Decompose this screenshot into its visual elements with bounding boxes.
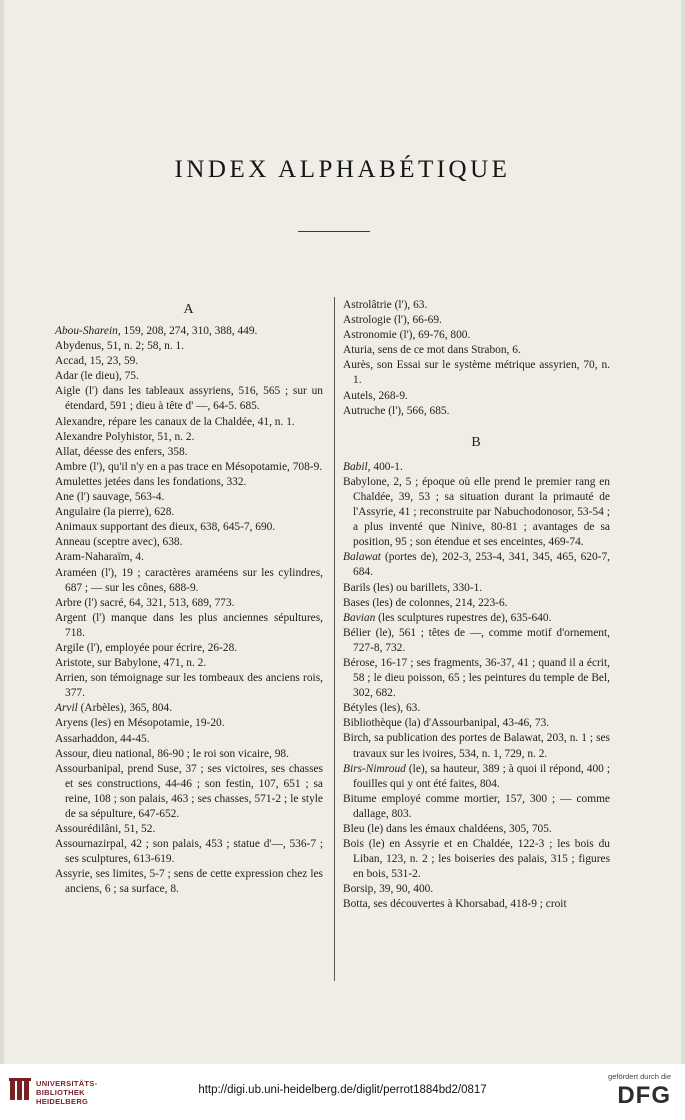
entry-references: (sceptre avec), 638.: [90, 536, 183, 549]
entry-references: supportant des dieux, 638, 645-7, 690.: [97, 521, 276, 534]
index-entry: [55, 460, 323, 475]
entry-headword: Bleu: [343, 823, 365, 835]
entry-headword: Ambre: [55, 460, 87, 473]
entry-references: (les) en Mésopotamie, 19-20.: [87, 717, 225, 730]
entry-headword: Astrologie: [343, 314, 392, 327]
digitization-footer: [0, 1064, 685, 1120]
index-entry: [55, 535, 323, 550]
entry-references: (l'), 69-76, 800.: [396, 329, 471, 342]
entry-headword: Aryens: [55, 717, 88, 730]
entry-references: prend Suse, 37 ; ses victoires, ses chasses et ses constructions, 44-46 ; son festin, 107, 651 ; sa reine, 108 ; son palais, 463 ; ses chasses, 571-2 ; le style de sa sépulture, 647-652.: [65, 762, 323, 820]
index-entry: [343, 762, 610, 792]
index-entry: [55, 445, 323, 460]
index-entry: [343, 731, 610, 761]
entry-references: (le) dans les émaux chaldéens, 305, 705.: [364, 823, 552, 835]
entry-references: (le dieu), 75.: [77, 370, 139, 383]
entry-references: (l'), 63.: [391, 299, 428, 311]
index-entry: [55, 324, 323, 339]
entry-references: (l') sauvage, 563-4.: [73, 491, 165, 504]
library-name: UNIVERSITÄTS- BIBLIOTHEK HEIDELBERG: [36, 1079, 98, 1106]
index-entry: [55, 369, 323, 384]
permalink-url[interactable]: http://digi.ub.uni-heidelberg.de/diglit/perrot1884bd2/0817: [198, 1084, 487, 1096]
entry-references: (la) d'Assourbanipal, 43-46, 73.: [401, 717, 550, 730]
index-entry: [55, 747, 323, 762]
entry-headword: Botta,: [343, 898, 371, 911]
entry-references: son témoignage sur les tombeaux des anciens rois, 377.: [65, 672, 323, 700]
entry-headword: Assourbanipal,: [55, 762, 124, 775]
index-entry: [55, 520, 323, 535]
entry-headword: Birch,: [343, 732, 372, 745]
entry-references: 4.: [132, 551, 144, 564]
entry-headword: Alexandre Polyhistor,: [55, 430, 155, 443]
right-column: [343, 298, 610, 913]
entry-headword: Animaux: [55, 521, 98, 534]
entry-references: dieu national, 86-90 ; le roi son vicaire, 98.: [89, 747, 289, 760]
entry-headword: Alexandre,: [55, 415, 106, 428]
entry-headword: Bases: [343, 596, 370, 609]
entry-headword: Astrolâtrie: [343, 299, 392, 311]
entry-headword: Barils: [343, 581, 371, 594]
entry-headword: Assyrie,: [55, 868, 93, 881]
entry-references: (l'), 566, 685.: [385, 404, 450, 417]
entry-references: (les) de colonnes, 214, 223-6.: [369, 596, 508, 609]
index-entry: [55, 611, 323, 641]
index-entry: [343, 460, 610, 475]
left-column: [55, 298, 323, 898]
index-entry: [343, 822, 610, 837]
index-entry: [343, 328, 610, 343]
entry-headword: Bavian: [343, 611, 376, 624]
entry-references: (l') sacré, 64, 321, 513, 689, 773.: [81, 596, 235, 609]
index-entry: [55, 566, 323, 596]
index-entry: [343, 656, 610, 701]
entry-headword: Borsip,: [343, 883, 377, 896]
entry-references: jetées dans les fondations, 332.: [101, 475, 247, 488]
index-entry: [55, 354, 323, 369]
entry-references: déesse des enfers, 358.: [80, 445, 188, 458]
entry-headword: Autels,: [343, 389, 376, 402]
entry-references: (le), 561 ; têtes de —, comme motif d'ornement, 727-8, 732.: [353, 626, 610, 654]
entry-headword: Bélier: [343, 626, 371, 639]
entry-references: 2, 5 ; époque où elle prend le premier rang en Chaldée, 39, 53 ; sa situation durant la primauté de l'Assyrie, 41 ; reconstruite par Nabuchodonosor, 53-54 ; a plus inventé que Ninive, 80-81 ; avantages de sa position, 95 ; son étendue et ses enceintes, 469-74.: [353, 475, 610, 549]
index-entry: [343, 897, 610, 912]
entry-headword: Bois: [343, 838, 364, 851]
page-title: INDEX ALPHABÉTIQUE: [174, 156, 511, 183]
section-letter-b: B: [471, 434, 482, 450]
index-entry: [55, 505, 323, 520]
entry-references: (l'), employée pour écrire, 26-28.: [83, 641, 238, 654]
entry-headword: Abou-Sharein,: [55, 325, 121, 337]
entry-references: répare les canaux de la Chaldée, 41, n. 1.: [105, 415, 295, 428]
entry-references: sur Babylone, 471, n. 2.: [94, 657, 207, 670]
entry-headword: Amulettes: [55, 475, 102, 488]
index-entry: [343, 313, 610, 328]
index-entry: [343, 701, 610, 716]
entry-headword: Aristote,: [55, 657, 95, 670]
entry-references: (l'), 66-69.: [391, 314, 442, 327]
entry-headword: Balawat: [343, 551, 381, 564]
entry-headword: Angulaire: [55, 506, 101, 519]
index-entry: [55, 701, 323, 716]
entry-references: (les), 63.: [377, 702, 421, 715]
entry-headword: Bérose,: [343, 656, 378, 669]
entry-headword: Aturia,: [343, 344, 375, 357]
entry-headword: Babylone,: [343, 475, 390, 488]
funded-by-label: gefördert durch die: [608, 1072, 671, 1081]
index-entry: [343, 550, 610, 580]
index-entry: [55, 656, 323, 671]
entry-references: 39, 90, 400.: [376, 883, 434, 896]
entry-references: (la pierre), 628.: [100, 506, 175, 519]
entry-headword: Adar: [55, 370, 78, 383]
entry-headword: Arrien,: [55, 672, 88, 685]
entry-headword: Assournazirpal,: [55, 838, 127, 851]
entry-headword: Arvil: [55, 702, 78, 715]
index-entry: [343, 596, 610, 611]
entry-references: 42 ; son palais, 453 ; statue d'—, 536-7 ; ses sculptures, 613-619.: [65, 838, 323, 866]
index-entry: [343, 882, 610, 897]
entry-headword: Bitume: [343, 792, 377, 805]
title-rule: [298, 231, 370, 232]
entry-references: sa publication des portes de Balawat, 203, n. 1 ; ses travaux sur les ivoires, 534, n. 1, 729, n. 2.: [353, 732, 610, 760]
index-entry: [343, 581, 610, 596]
entry-headword: Anneau: [55, 536, 91, 549]
entry-references: (Arbèles), 365, 804.: [77, 702, 173, 715]
entry-headword: Assourédilâni,: [55, 823, 122, 836]
entry-references: (l'), qu'il n'y en a pas trace en Mésopotamie, 708-9.: [86, 460, 323, 473]
entry-headword: Aurès,: [343, 359, 374, 372]
entry-headword: Astronomie: [343, 329, 397, 342]
entry-references: (portes de), 202-3, 253-4, 341, 345, 465, 620-7, 684.: [353, 551, 610, 579]
index-entry: [55, 867, 323, 897]
index-entry: [55, 716, 323, 731]
section-letter-a: A: [183, 302, 195, 317]
entry-headword: Birs-Nimroud: [343, 762, 406, 775]
entry-references: son Essai sur le système métrique assyrien, 70, n. 1.: [353, 359, 610, 387]
entry-references: (les sculptures rupestres de), 635-640.: [375, 611, 552, 624]
entry-references: sens de ce mot dans Strabon, 6.: [374, 344, 521, 357]
index-entry: [55, 822, 323, 837]
entry-headword: Araméen: [55, 566, 97, 579]
index-entry: [343, 343, 610, 358]
entry-references: (l') dans les tableaux assyriens, 516, 565 ; sur un étendard, 591 ; dieu à tête d' —, 64-5. 685.: [65, 385, 323, 413]
entry-headword: Ane: [55, 491, 74, 504]
column-divider: [334, 297, 335, 981]
entry-headword: Assour,: [55, 747, 90, 760]
entry-headword: Autruche: [343, 404, 386, 417]
index-entry: [343, 837, 610, 882]
index-entry: [343, 358, 610, 388]
index-entry: [343, 611, 610, 626]
index-entry: [55, 384, 323, 414]
entry-references: 268-9.: [375, 389, 408, 402]
entry-references: 51, 52.: [121, 823, 156, 836]
index-entry: [55, 430, 323, 445]
index-entries-b: [343, 460, 610, 913]
entry-references: (les) ou barillets, 330-1.: [370, 581, 483, 594]
index-entry: [55, 339, 323, 354]
entry-headword: Argile: [55, 641, 84, 654]
entry-headword: Allat,: [55, 445, 81, 458]
entry-headword: Bibliothèque: [343, 717, 402, 730]
entry-references: (l'), 19 ; caractères araméens sur les cylindres, 687 ; — sur les cônes, 688-9.: [65, 566, 323, 594]
entry-headword: Bétyles: [343, 702, 378, 715]
entry-references: 44-45.: [117, 732, 150, 745]
index-entries-a-continued: [343, 298, 610, 419]
index-entry: [343, 716, 610, 731]
entry-references: (l') manque dans les plus anciennes sépultures, 718.: [65, 611, 323, 639]
entry-references: 400-1.: [370, 460, 403, 473]
index-entry: [343, 404, 610, 419]
entry-headword: Aram-Naharaïm,: [55, 551, 133, 564]
entry-references: 16-17 ; ses fragments, 36-37, 41 ; quand il a écrit, 58 ; le dieu poisson, 65 ; les peintures du temple de Bel, 302, 682.: [353, 656, 610, 700]
index-entry: [343, 626, 610, 656]
entry-headword: Assarhaddon,: [55, 732, 118, 745]
index-entry: [343, 389, 610, 404]
entry-headword: Accad,: [55, 355, 87, 368]
index-entry: [55, 671, 323, 701]
entry-references: 15, 23, 59.: [86, 355, 139, 368]
index-entry: [55, 490, 323, 505]
entry-headword: Arbre: [55, 596, 82, 609]
index-entry: [55, 415, 323, 430]
entry-references: employé comme mortier, 157, 300 ; — comme dallage, 803.: [353, 792, 610, 820]
entry-headword: Babil,: [343, 460, 371, 473]
entry-references: 159, 208, 274, 310, 388, 449.: [120, 325, 258, 337]
index-entries-a: [55, 324, 323, 898]
entry-headword: Aigle: [55, 385, 81, 398]
entry-references: (le), sa hauteur, 389 ; à quoi il répond, 400 ; fouilles qui y ont été faites, 804.: [353, 762, 610, 790]
entry-references: ses limites, 5-7 ; sens de cette expression chez les anciens, 6 ; sa surface, 8.: [65, 868, 323, 896]
index-entry: [343, 792, 610, 822]
dfg-logo[interactable]: DFG: [617, 1082, 671, 1109]
index-entry: [343, 298, 610, 313]
entry-references: 51, n. 2.: [154, 430, 195, 443]
index-entry: [55, 475, 323, 490]
entry-references: (le) en Assyrie et en Chaldée, 122-3 ; les bois du Liban, 123, n. 2 ; les boiseries des palais, 315 ; figures en bois, 531-2.: [353, 838, 610, 881]
index-entry: [55, 596, 323, 611]
index-entry: [55, 550, 323, 565]
index-entry: [55, 837, 323, 867]
index-entry: [55, 641, 323, 656]
index-entry: [55, 762, 323, 822]
entry-headword: Argent: [55, 611, 87, 624]
entry-references: ses découvertes à Khorsabad, 418-9 ; croit: [370, 898, 567, 911]
entry-references: 51, n. 2; 58, n. 1.: [104, 340, 185, 353]
entry-headword: Abydenus,: [55, 340, 105, 353]
index-entry: [343, 475, 610, 550]
funder-block: [601, 1072, 671, 1108]
index-entry: [55, 732, 323, 747]
